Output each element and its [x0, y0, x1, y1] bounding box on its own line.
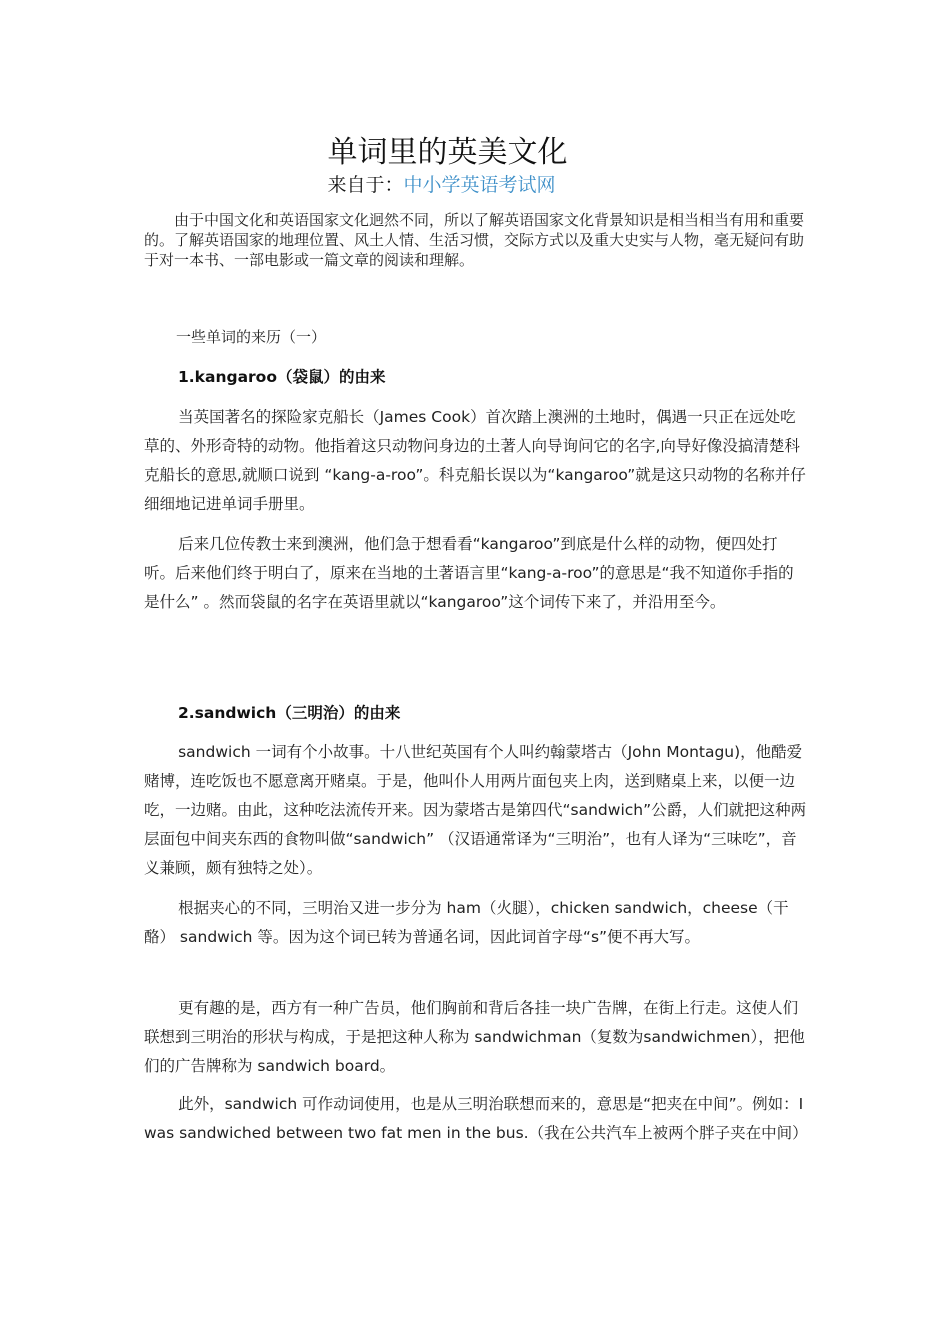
page-title: 单词里的英美文化 [327, 135, 568, 170]
paragraph-sandwich-3: 更有趣的是，西方有一种广告员，他们胸前和背后各挂一块广告牌，在街上行走。这使人们联想到三明治的形状与构成，于是把这种人称为 sandwichman（复数为sandwichmen），把他们的广告牌称为 sandwich board。 [144, 999, 805, 1075]
source-link[interactable]: 中小学英语考试网 [403, 174, 556, 196]
paragraph-kangaroo-1: 当英国著名的探险家克船长（James Cook）首次踏上澳洲的土地时，偶遇一只正在远处吃草的、外形奇特的动物。他指着这只动物问身边的土著人向导询问它的名字,向导好像没搞清楚科克船长的意思,就顺口说到 “kang-a-roo”。科克船长误以为“kangaroo”就是这只动物的名称并仔细细地记进单词手册里。 [144, 408, 806, 513]
source-line [0, 170, 883, 197]
heading-kangaroo: 1.kangaroo（袋鼠）的由来 [178, 368, 386, 386]
heading-sandwich: 2.sandwich（三明治）的由来 [178, 704, 401, 722]
paragraph-sandwich-4: 此外，sandwich 可作动词使用，也是从三明治联想而来的，意思是“把夹在中间”。例如：I was sandwiched between two fat men in the bus.（我在公共汽车上被两个胖子夹在中间） [144, 1095, 808, 1142]
section-label: 一些单词的来历（一） [176, 328, 327, 346]
intro-paragraph: 由于中国文化和英语国家文化迥然不同，所以了解英语国家文化背景知识是相当相当有用和重要的。了解英语国家的地理位置、风土人情、生活习惯，交际方式以及重大史实与人物，毫无疑问有助于对一本书、一部电影或一篇文章的阅读和理解。 [144, 211, 805, 269]
paragraph-sandwich-1: sandwich 一词有个小故事。十八世纪英国有个人叫约翰蒙塔古（John Montagu)，他酷爱赌博，连吃饭也不愿意离开赌桌。于是，他叫仆人用两片面包夹上肉，送到赌桌上来，以便一边吃，一边赌。由此，这种吃法流传开来。因为蒙塔古是第四代“sandwich”公爵，人们就把这种两层面包中间夹东西的食物叫做“sandwich” （汉语通常译为“三明治”，也有人译为“三味吃”，音义兼顾，颇有独特之处）。 [144, 743, 807, 877]
paragraph-sandwich-2: 根据夹心的不同，三明治又进一步分为 ham（火腿），chicken sandwich，cheese（干酪） sandwich 等。因为这个词已转为普通名词，因此词首字母“s”便不再大写。 [144, 899, 789, 946]
source-prefix: 来自于： [327, 174, 404, 196]
paragraph-kangaroo-2: 后来几位传教士来到澳洲，他们急于想看看“kangaroo”到底是什么样的动物，便四处打听。后来他们终于明白了，原来在当地的土著语言里“kang-a-roo”的意思是“我不知道你手指的是什么” 。然而袋鼠的名字在英语里就以“kangaroo”这个词传下来了，并沿用至今。 [144, 535, 794, 611]
